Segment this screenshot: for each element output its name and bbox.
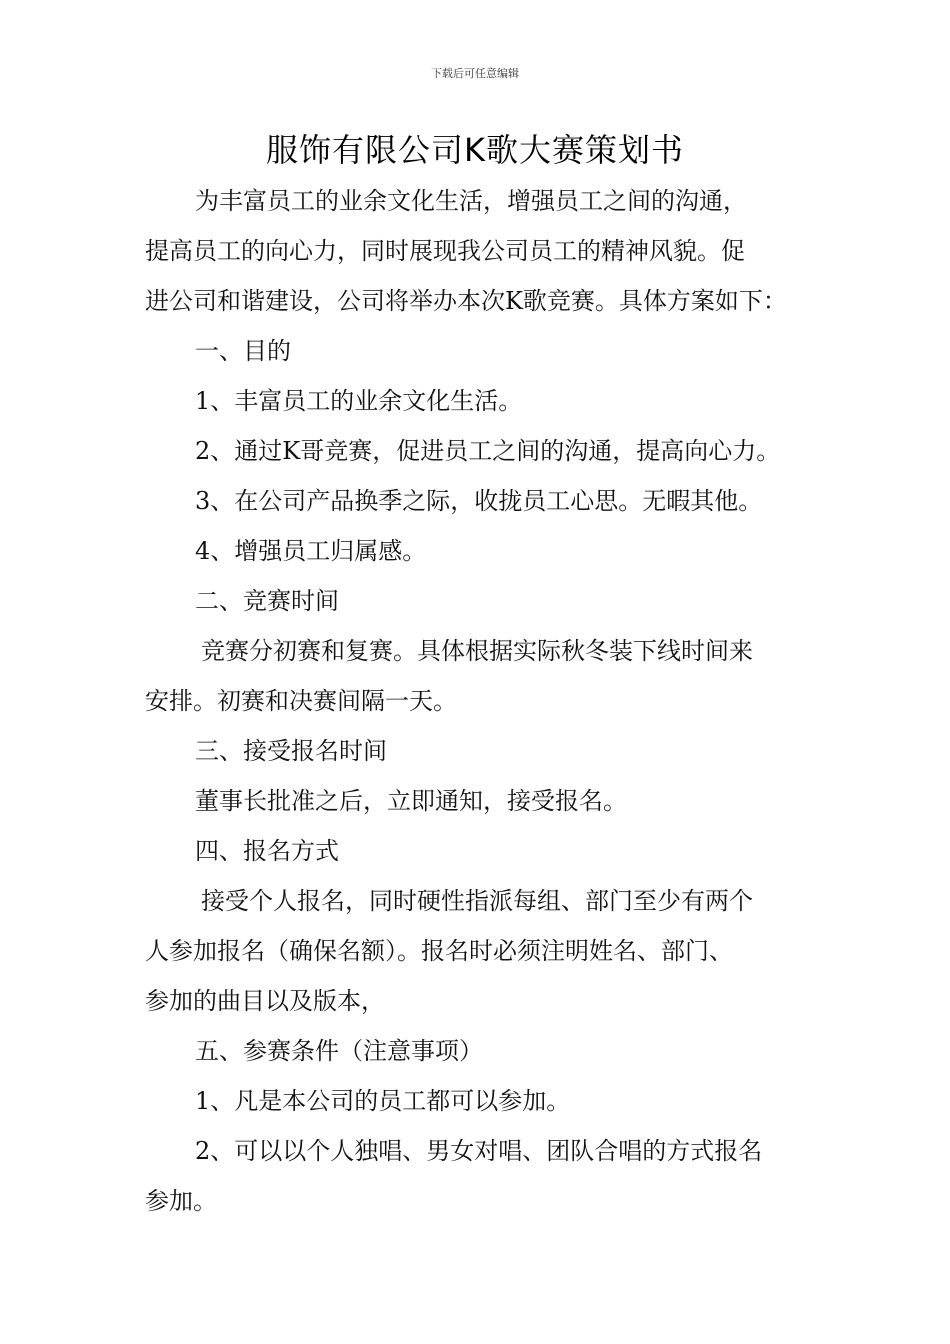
section-heading-conditions: 五、参赛条件（注意事项） xyxy=(195,1037,483,1065)
section-heading-time: 二、竞赛时间 xyxy=(195,587,339,615)
document-title: 服饰有限公司K歌大赛策划书 xyxy=(266,131,684,169)
purpose-item-2: 2、通过K哥竞赛，促进员工之间的沟通，提高向心力。 xyxy=(195,437,781,465)
section-heading-registration-time: 三、接受报名时间 xyxy=(195,737,387,765)
conditions-item-2: 2、可以以个人独唱、男女对唱、团队合唱的方式报名 xyxy=(195,1137,763,1165)
purpose-item-3: 3、在公司产品换季之际，收拢员工心思。无暇其他。 xyxy=(195,487,763,515)
registration-method-line-3: 参加的曲目以及版本， xyxy=(145,987,385,1015)
purpose-item-4: 4、增强员工归属感。 xyxy=(195,537,427,565)
header-note: 下载后可任意编辑 xyxy=(431,67,519,80)
section-heading-registration-method: 四、报名方式 xyxy=(195,837,339,865)
time-line-1: 竞赛分初赛和复赛。具体根据实际秋冬装下线时间来 xyxy=(201,637,753,665)
purpose-item-1: 1、丰富员工的业余文化生活。 xyxy=(195,387,523,415)
intro-line-3: 进公司和谐建设，公司将举办本次K歌竞赛。具体方案如下： xyxy=(145,287,787,315)
time-line-2: 安排。初赛和决赛间隔一天。 xyxy=(145,687,457,715)
conditions-item-1: 1、凡是本公司的员工都可以参加。 xyxy=(195,1087,571,1115)
conditions-item-2-cont: 参加。 xyxy=(145,1187,217,1215)
section-heading-purpose: 一、目的 xyxy=(195,337,291,365)
intro-line-2: 提高员工的向心力，同时展现我公司员工的精神风貌。促 xyxy=(145,237,745,265)
registration-method-line-1: 接受个人报名，同时硬性指派每组、部门至少有两个 xyxy=(201,887,753,915)
registration-time-text: 董事长批准之后，立即通知，接受报名。 xyxy=(195,787,627,815)
document-body xyxy=(145,176,817,1226)
intro-line-1: 为丰富员工的业余文化生活，增强员工之间的沟通， xyxy=(195,187,747,215)
registration-method-line-2: 人参加报名（确保名额）。报名时必须注明姓名、部门、 xyxy=(145,937,733,965)
